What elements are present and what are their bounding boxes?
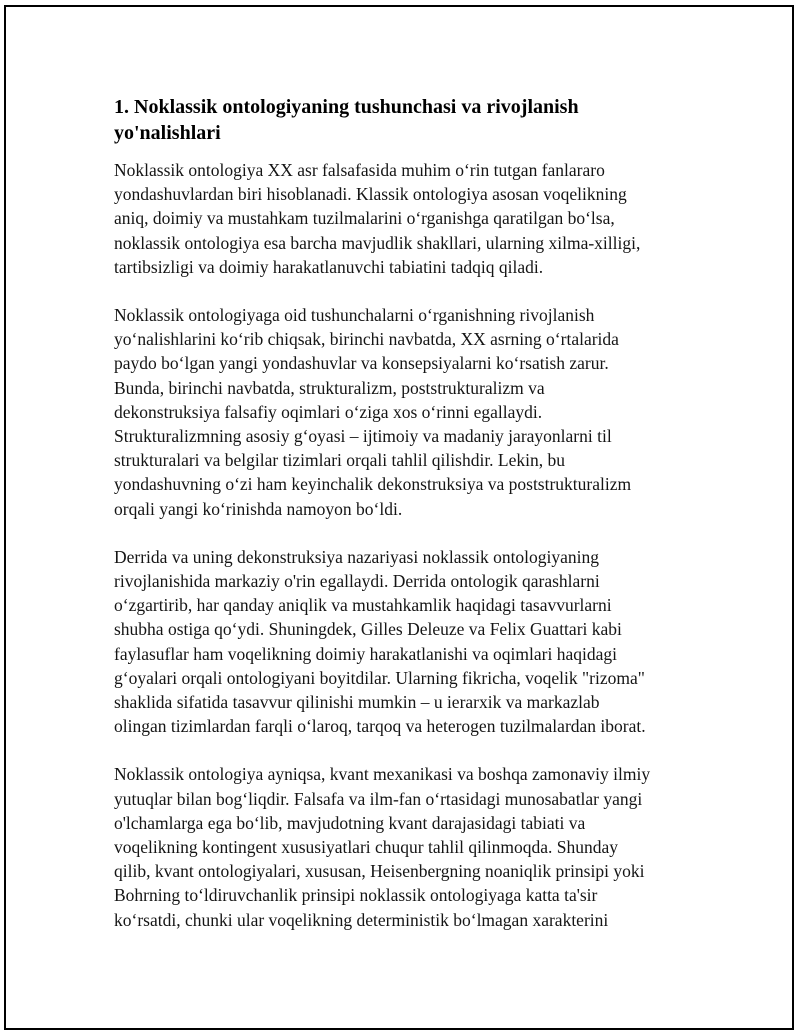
document-body xyxy=(114,94,704,956)
section-heading: 1. Noklassik ontologiyaning tushunchasi va rivojlanish yo'nalishlari xyxy=(114,96,579,144)
paragraph-1: Noklassik ontologiya XX asr falsafasida muhim o‘rin tutgan fanlararo yondashuvlardan biri hisoblanadi. Klassik ontologiya asosan voqelikning aniq, doimiy va mustahkam tuzilmalarini o‘rganishga qaratilgan bo‘lsa, noklassik ontologiya esa barcha mavjudlik shakllari, ularning xilma-xilligi, tartibsizligi va doimiy harakatlanuvchi tabiatini tadqiq qiladi. xyxy=(114,160,641,277)
paragraph-3: Derrida va uning dekonstruksiya nazariyasi noklassik ontologiyaning rivojlanishida markaziy o'rin egallaydi. Derrida ontologik qarashlarni o‘zgartirib, har qanday aniqlik va mustahkamlik haqidagi tasavvurlarni shubha ostiga qo‘ydi. Shuningdek, Gilles Deleuze va Felix Guattari kabi faylasuflar ham voqelikning doimiy harakatlanishi va oqimlari haqidagi g‘oyalari orqali ontologiyani boyitdilar. Ularning fikricha, voqelik "rizoma" shaklida sifatida tasavvur qilinishi mumkin – u ierarxik va markazlab olingan tizimlardan farqli o‘laroq, tarqoq va heterogen tuzilmalardan iborat. xyxy=(114,546,646,737)
paragraph-2: Noklassik ontologiyaga oid tushunchalarni o‘rganishning rivojlanish yo‘nalishlarini ko‘rib chiqsak, birinchi navbatda, XX asrning o‘rtalarida paydo bo‘lgan yangi yondashuvlar va konsepsiyalarni ko‘rsatish zarur. Bunda, birinchi navbatda, strukturalizm, poststrukturalizm va dekonstruksiya falsafiy oqimlari o‘ziga xos o‘rinni egallaydi. Strukturalizmning asosiy g‘oyasi – ijtimoiy va madaniy jarayonlarni til strukturalari va belgilar tizimlari orqali tahlil qilishdir. Lekin, bu yondashuvning o‘zi ham keyinchalik dekonstruksiya va poststrukturalizm orqali yangi ko‘rinishda namoyon bo‘ldi. xyxy=(114,305,632,519)
paragraph-4: Noklassik ontologiya ayniqsa, kvant mexanikasi va boshqa zamonaviy ilmiy yutuqlar bilan bog‘liqdir. Falsafa va ilm-fan o‘rtasidagi munosabatlar yangi o'lchamlarga ega bo‘lib, mavjudotning kvant darajasidagi tabiati va voqelikning kontingent xususiyatlari chuqur tahlil qilinmoqda. Shunday qilib, kvant ontologiyalari, xususan, Heisenbergning noaniqlik prinsipi yoki Bohrning to‘ldiruvchanlik prinsipi noklassik ontologiyaga katta ta'sir ko‘rsatdi, chunki ular voqelikning deterministik bo‘lmagan xarakterini xyxy=(114,764,651,930)
